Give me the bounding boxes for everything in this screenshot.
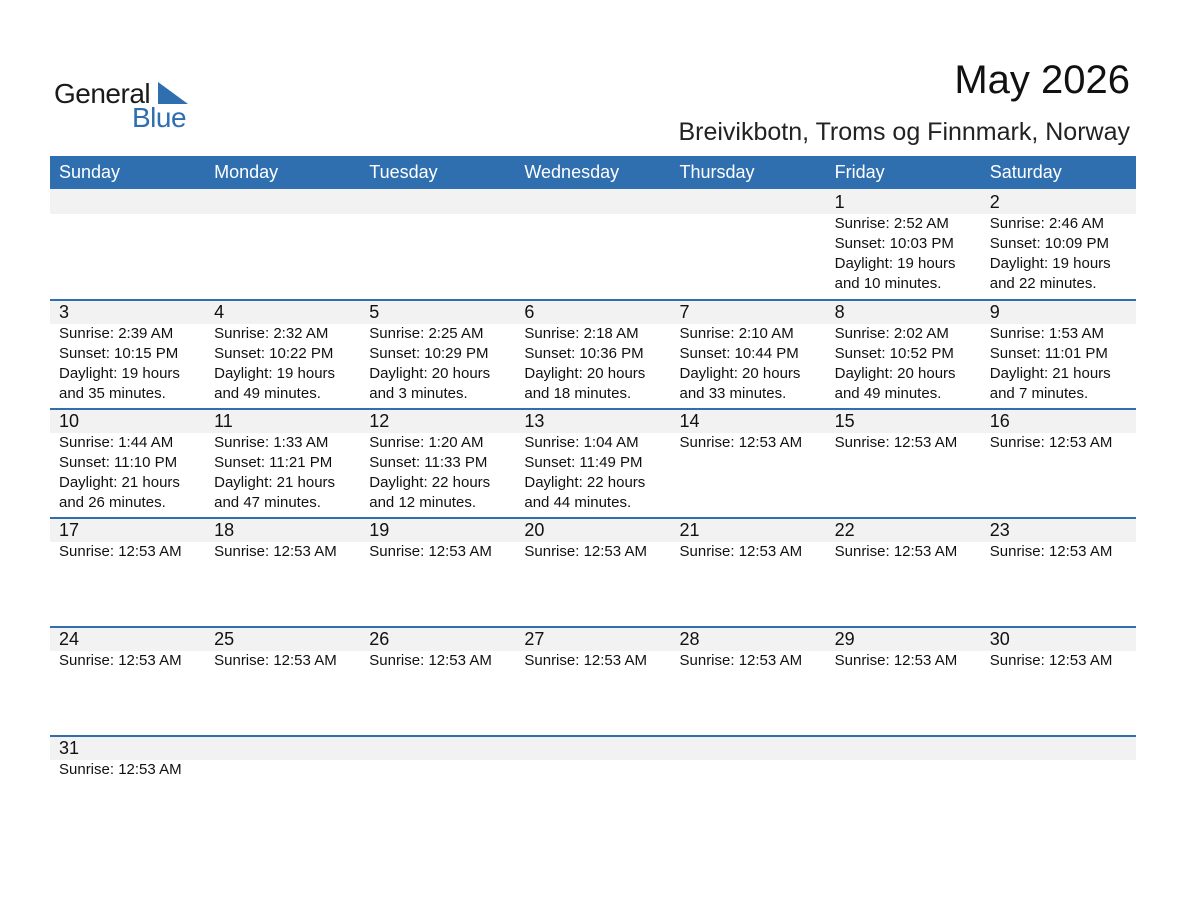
day-number: 29: [834, 629, 855, 649]
day-cell: [826, 189, 981, 294]
sun-info-line: Sunrise: 2:32 AM: [214, 325, 329, 342]
day-cell: [205, 517, 360, 562]
sun-info-line: Sunset: 10:09 PM: [989, 235, 1109, 252]
day-cell: [671, 626, 826, 671]
day-cell: [515, 408, 670, 513]
sun-info-line: and 12 minutes.: [369, 494, 476, 511]
day-number: 8: [834, 302, 845, 322]
sun-info-line: and 3 minutes.: [369, 385, 468, 402]
sun-info-line: Sunrise: 1:53 AM: [989, 325, 1104, 342]
sun-info-line: Sunset: 10:29 PM: [369, 345, 489, 362]
day-cell: [50, 299, 205, 404]
day-cell: [671, 517, 826, 562]
sun-info-line: Daylight: 20 hours: [369, 365, 491, 382]
day-number: 27: [524, 629, 545, 649]
sun-info-line: Sunrise: 2:10 AM: [679, 325, 794, 342]
day-number: 16: [989, 411, 1010, 431]
sun-info-line: Sunrise: 12:53 AM: [524, 652, 647, 669]
sun-info-line: Sunrise: 12:53 AM: [679, 652, 803, 669]
sun-info-line: Sunrise: 2:52 AM: [834, 215, 949, 232]
day-cell: [826, 408, 981, 513]
sun-info-line: Sunrise: 12:53 AM: [59, 761, 182, 778]
day-number: 31: [59, 738, 80, 758]
weekday-thursday: Thursday: [679, 162, 755, 182]
day-cell: [981, 517, 1136, 562]
empty-day-cell: [981, 735, 1136, 780]
sun-info-line: Sunset: 11:10 PM: [59, 454, 178, 471]
day-number: 28: [679, 629, 700, 649]
day-cell: [515, 626, 670, 671]
sun-info-line: Sunrise: 12:53 AM: [214, 543, 337, 560]
day-number: 17: [59, 520, 80, 540]
day-number: 24: [59, 629, 80, 649]
day-number: 3: [59, 302, 70, 322]
logo: [54, 78, 204, 134]
day-number: 10: [59, 411, 80, 431]
day-number: 5: [369, 302, 380, 322]
sun-info-line: and 18 minutes.: [524, 385, 632, 402]
sun-info-line: and 44 minutes.: [524, 494, 632, 511]
week-row: [50, 408, 1136, 517]
day-cell: [50, 408, 205, 513]
sun-info-line: Sunrise: 1:44 AM: [59, 434, 174, 451]
sun-info-line: Daylight: 22 hours: [369, 474, 491, 491]
day-number: 26: [369, 629, 390, 649]
logo-text-general: General: [54, 78, 151, 109]
day-cell: [515, 299, 670, 404]
day-number: 2: [989, 192, 1000, 212]
day-cell: [826, 626, 981, 671]
sun-info-line: Daylight: 21 hours: [214, 474, 336, 491]
sun-info-line: Sunrise: 12:53 AM: [834, 652, 958, 669]
day-cell: [360, 517, 515, 562]
day-number: 12: [369, 411, 390, 431]
day-number: 20: [524, 520, 545, 540]
sun-info-line: Sunrise: 2:39 AM: [59, 325, 174, 342]
day-number: 7: [679, 302, 690, 322]
sun-info-line: Daylight: 19 hours: [59, 365, 180, 382]
empty-day-cell: [671, 189, 826, 294]
weekday-monday: Monday: [214, 162, 279, 182]
sun-info-line: and 10 minutes.: [834, 275, 942, 292]
weekday-sunday: Sunday: [59, 162, 121, 182]
sun-info-line: Sunrise: 12:53 AM: [214, 652, 337, 669]
day-cell: [360, 299, 515, 404]
day-cell: [205, 408, 360, 513]
sun-info-line: and 49 minutes.: [214, 385, 321, 402]
day-number: 23: [989, 520, 1010, 540]
sun-info-line: Sunrise: 2:46 AM: [989, 215, 1104, 232]
sun-info-line: Sunrise: 12:53 AM: [59, 543, 182, 560]
day-cell: [671, 299, 826, 404]
day-cell: [515, 517, 670, 562]
sun-info-line: and 35 minutes.: [59, 385, 166, 402]
sun-info-line: Sunset: 10:44 PM: [679, 345, 799, 362]
day-cell: [826, 299, 981, 404]
sun-info-line: Sunset: 10:52 PM: [834, 345, 954, 362]
day-number: 21: [679, 520, 700, 540]
sun-info-line: Sunrise: 1:04 AM: [524, 434, 639, 451]
day-number: 6: [524, 302, 535, 322]
sun-info-line: Sunset: 10:15 PM: [59, 345, 179, 362]
sun-info-line: Sunrise: 2:02 AM: [834, 325, 949, 342]
weekday-header: [50, 156, 1136, 189]
sun-info-line: Sunrise: 12:53 AM: [989, 652, 1113, 669]
empty-day-cell: [671, 735, 826, 780]
empty-day-cell: [50, 189, 205, 294]
sun-info-line: and 47 minutes.: [214, 494, 321, 511]
day-number: 30: [989, 629, 1010, 649]
sun-info-line: Sunrise: 1:33 AM: [214, 434, 329, 451]
sun-info-line: Daylight: 19 hours: [834, 255, 956, 272]
weekday-wednesday: Wednesday: [524, 162, 620, 182]
day-cell: [981, 408, 1136, 513]
day-number: 1: [834, 192, 845, 212]
sun-info-line: Sunset: 10:36 PM: [524, 345, 644, 362]
week-row: [50, 626, 1136, 735]
empty-day-cell: [360, 189, 515, 294]
day-cell: [50, 735, 205, 780]
sun-info-line: Daylight: 20 hours: [524, 365, 646, 382]
sun-info-line: and 33 minutes.: [679, 385, 787, 402]
sun-info-line: Sunrise: 12:53 AM: [524, 543, 647, 560]
weekday-saturday: Saturday: [989, 162, 1062, 182]
day-number: 19: [369, 520, 390, 540]
day-cell: [50, 517, 205, 562]
day-cell: [981, 299, 1136, 404]
sun-info-line: and 7 minutes.: [989, 385, 1089, 402]
empty-day-cell: [515, 735, 670, 780]
location-subtitle: Breivikbotn, Troms og Finnmark, Norway: [678, 118, 1130, 146]
sun-info-line: Daylight: 21 hours: [59, 474, 180, 491]
day-number: 15: [834, 411, 855, 431]
empty-day-cell: [826, 735, 981, 780]
sun-info-line: Daylight: 19 hours: [214, 365, 336, 382]
sun-info-line: Sunset: 11:01 PM: [989, 345, 1108, 362]
logo-text-blue: Blue: [132, 102, 187, 133]
sun-info-line: Daylight: 22 hours: [524, 474, 646, 491]
sun-info-line: Daylight: 19 hours: [989, 255, 1111, 272]
day-cell: [360, 408, 515, 513]
day-cell: [981, 626, 1136, 671]
weekday-friday: Friday: [834, 162, 885, 182]
empty-day-cell: [205, 189, 360, 294]
sun-info-line: and 49 minutes.: [834, 385, 942, 402]
day-number: 13: [524, 411, 545, 431]
empty-day-cell: [205, 735, 360, 780]
page-title: May 2026: [954, 58, 1130, 102]
sun-info-line: Sunset: 11:49 PM: [524, 454, 643, 471]
sun-info-line: Sunrise: 12:53 AM: [679, 434, 803, 451]
sun-info-line: Sunrise: 12:53 AM: [989, 434, 1113, 451]
weekday-tuesday: Tuesday: [369, 162, 438, 182]
sun-info-line: Sunrise: 12:53 AM: [834, 434, 958, 451]
sun-info-line: Sunrise: 2:25 AM: [369, 325, 484, 342]
sun-info-line: Daylight: 20 hours: [679, 365, 801, 382]
calendar-weeks: [50, 189, 1136, 844]
sun-info-line: Sunset: 11:21 PM: [214, 454, 333, 471]
day-number: 18: [214, 520, 235, 540]
day-cell: [205, 626, 360, 671]
day-cell: [50, 626, 205, 671]
day-cell: [981, 189, 1136, 294]
sun-info-line: Sunrise: 12:53 AM: [679, 543, 803, 560]
empty-day-cell: [515, 189, 670, 294]
sun-info-line: and 26 minutes.: [59, 494, 166, 511]
empty-day-cell: [360, 735, 515, 780]
sun-info-line: and 22 minutes.: [989, 275, 1097, 292]
day-cell: [671, 408, 826, 513]
logo-triangle-icon: [158, 82, 188, 104]
sun-info-line: Sunrise: 12:53 AM: [989, 543, 1113, 560]
day-number: 4: [214, 302, 225, 322]
sun-info-line: Daylight: 21 hours: [989, 365, 1111, 382]
sun-info-line: Sunrise: 12:53 AM: [59, 652, 182, 669]
day-number: 25: [214, 629, 235, 649]
week-row: [50, 735, 1136, 844]
day-cell: [360, 626, 515, 671]
sun-info-line: Sunrise: 12:53 AM: [369, 543, 492, 560]
day-number: 22: [834, 520, 855, 540]
sun-info-line: Sunrise: 12:53 AM: [834, 543, 958, 560]
sun-info-line: Sunrise: 1:20 AM: [369, 434, 484, 451]
sun-info-line: Sunset: 10:22 PM: [214, 345, 334, 362]
sun-info-line: Sunrise: 12:53 AM: [369, 652, 492, 669]
day-number: 11: [214, 411, 233, 431]
day-cell: [826, 517, 981, 562]
day-cell: [205, 299, 360, 404]
day-number: 9: [989, 302, 1000, 322]
week-row: [50, 517, 1136, 626]
week-row: [50, 299, 1136, 408]
week-row: [50, 189, 1136, 299]
sun-info-line: Sunrise: 2:18 AM: [524, 325, 639, 342]
calendar: [50, 156, 1136, 844]
day-number: 14: [679, 411, 700, 431]
sun-info-line: Daylight: 20 hours: [834, 365, 956, 382]
sun-info-line: Sunset: 11:33 PM: [369, 454, 488, 471]
sun-info-line: Sunset: 10:03 PM: [834, 235, 954, 252]
